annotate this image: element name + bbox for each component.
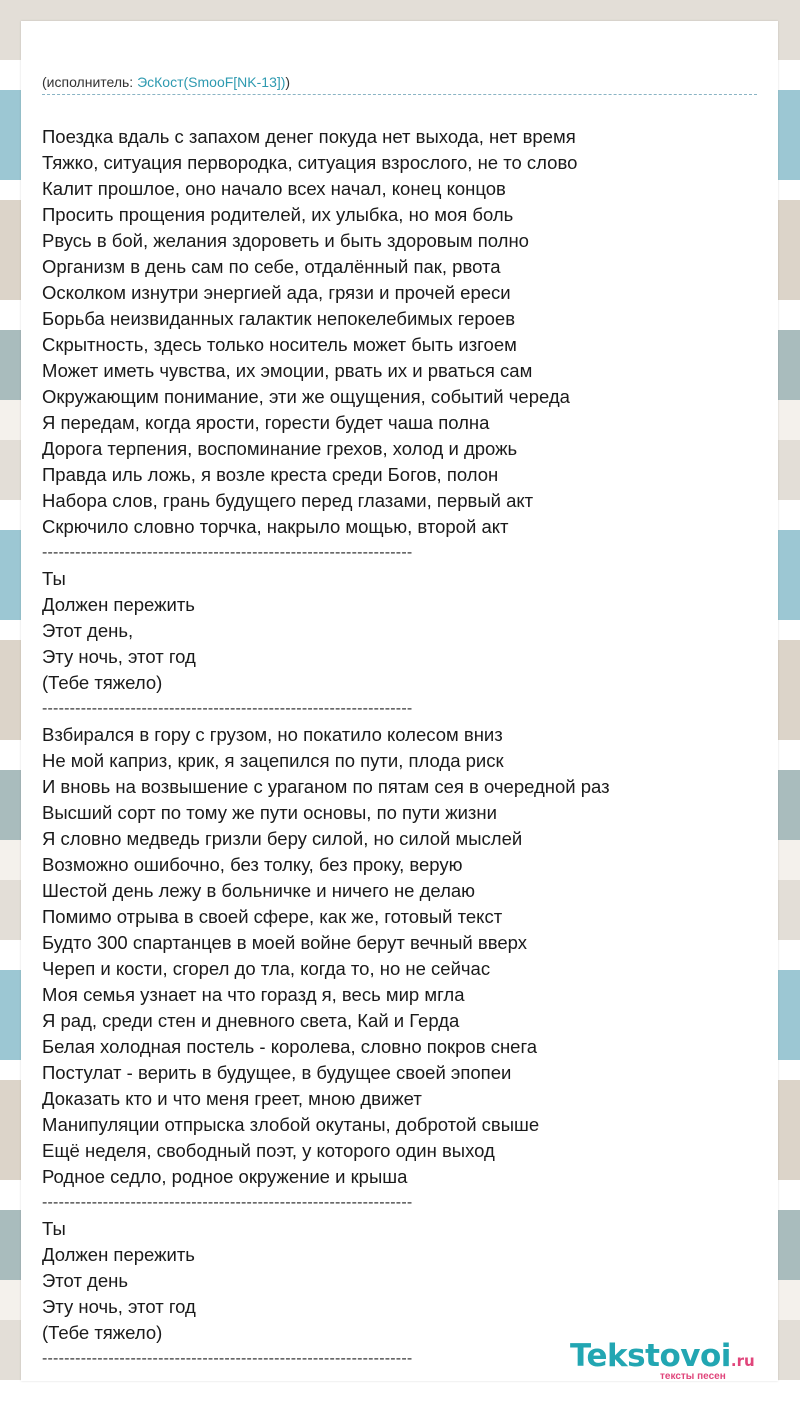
lyric-line: Тяжко, ситуация первородка, ситуация взрослого, не то слово — [42, 152, 578, 173]
lyric-line: Шестой день лежу в больничке и ничего не делаю — [42, 880, 476, 901]
lyric-line: Скрытность, здесь только носитель может быть изгоем — [42, 334, 517, 355]
lyrics-text — [42, 124, 762, 1372]
site-logo[interactable] — [570, 1338, 780, 1388]
lyric-line: Моя семья узнает на что горазд я, весь мир мгла — [42, 984, 465, 1005]
logo-tagline: тексты песен — [660, 1371, 726, 1382]
separator-line: ------------------------------------------------------------------- — [42, 1350, 413, 1367]
lyric-line: Постулат - верить в будущее, в будущее своей эпопеи — [42, 1062, 512, 1083]
lyric-line: Должен пережить — [42, 1244, 195, 1265]
lyric-line: Будто 300 спартанцев в моей войне берут вечный вверх — [42, 932, 527, 953]
lyric-line: Окружающим понимание, эти же ощущения, событий череда — [42, 386, 570, 407]
lyric-line: Просить прощения родителей, их улыбка, но моя боль — [42, 204, 514, 225]
lyric-line: Набора слов, грань будущего перед глазами, первый акт — [42, 490, 534, 511]
lyric-line: (Тебе тяжело) — [42, 672, 163, 693]
lyric-line: Может иметь чувства, их эмоции, рвать их и рваться сам — [42, 360, 533, 381]
lyric-line: Родное седло, родное окружение и крыша — [42, 1166, 408, 1187]
lyric-line: Поездка вдаль с запахом денег покуда нет выхода, нет время — [42, 126, 576, 147]
logo-brand-name: Tekstovoi — [570, 1338, 731, 1374]
lyric-line: Ещё неделя, свободный поэт, у которого один выход — [42, 1140, 495, 1161]
lyric-line: Скрючило словно торчка, накрыло мощью, второй акт — [42, 516, 509, 537]
logo-tld: .ru — [730, 1352, 755, 1370]
lyric-line: Должен пережить — [42, 594, 195, 615]
lyrics-card — [21, 21, 778, 1381]
lyric-line: Рвусь в бой, желания здороветь и быть здоровым полно — [42, 230, 529, 251]
lyric-line: Я передам, когда ярости, горести будет чаша полна — [42, 412, 490, 433]
performer-line — [42, 74, 757, 95]
lyric-line: Борьба неизвиданных галактик непокелебимых героев — [42, 308, 516, 329]
artist-link[interactable]: ЭсКост(SmooF[NK-13]) — [137, 74, 286, 90]
lyric-line: И вновь на возвышение с ураганом по пятам сея в очередной раз — [42, 776, 610, 797]
lyric-line: Эту ночь, этот год — [42, 646, 196, 667]
lyric-line: Правда иль ложь, я возле креста среди Богов, полон — [42, 464, 499, 485]
separator-line: ------------------------------------------------------------------- — [42, 544, 413, 561]
lyric-line: Этот день — [42, 1270, 128, 1291]
lyric-line: Не мой каприз, крик, я зацепился по пути, плода риск — [42, 750, 504, 771]
lyric-line: Доказать кто и что меня греет, мною движет — [42, 1088, 422, 1109]
lyric-line: Дорога терпения, воспоминание грехов, холод и дрожь — [42, 438, 518, 459]
separator-line: ------------------------------------------------------------------- — [42, 1194, 413, 1211]
performer-suffix: ) — [285, 74, 291, 90]
lyric-line: Калит прошлое, оно начало всех начал, конец концов — [42, 178, 506, 199]
lyric-line: Взбирался в гору с грузом, но покатило колесом вниз — [42, 724, 503, 745]
lyric-line: Ты — [42, 568, 66, 589]
lyric-line: Возможно ошибочно, без толку, без проку, верую — [42, 854, 463, 875]
lyric-line: Организм в день сам по себе, отдалённый пак, рвота — [42, 256, 501, 277]
lyric-line: Манипуляции отпрыска злобой окутаны, добротой свыше — [42, 1114, 540, 1135]
lyric-line: Ты — [42, 1218, 66, 1239]
separator-line: ------------------------------------------------------------------- — [42, 700, 413, 717]
performer-prefix: (исполнитель: — [42, 74, 138, 90]
lyric-line: (Тебе тяжело) — [42, 1322, 163, 1343]
lyric-line: Помимо отрыва в своей сфере, как же, готовый текст — [42, 906, 503, 927]
lyric-line: Эту ночь, этот год — [42, 1296, 196, 1317]
lyric-line: Этот день, — [42, 620, 134, 641]
lyric-line: Осколком изнутри энергией ада, грязи и прочей ереси — [42, 282, 511, 303]
lyric-line: Череп и кости, сгорел до тла, когда то, но не сейчас — [42, 958, 491, 979]
lyric-line: Белая холодная постель - королева, словно покров снега — [42, 1036, 538, 1057]
lyric-line: Я рад, среди стен и дневного света, Кай и Герда — [42, 1010, 460, 1031]
lyric-line: Я словно медведь гризли беру силой, но силой мыслей — [42, 828, 523, 849]
lyric-line: Высший сорт по тому же пути основы, по пути жизни — [42, 802, 497, 823]
